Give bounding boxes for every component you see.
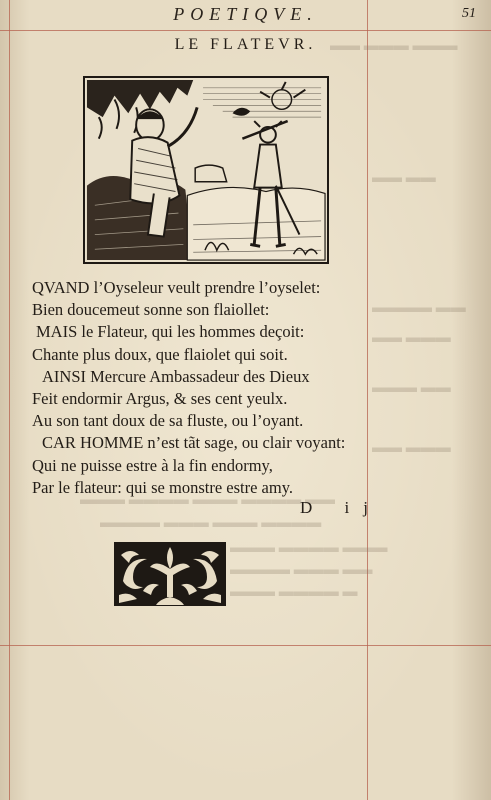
page-number: 51 [462,6,476,21]
poem-line-6: Feit endormir Argus, & ses cent yeulx. [32,389,288,409]
margin-rule-left [9,0,10,800]
poem-line-3: MAIS le Flateur, qui les hommes deçoit: [36,322,305,342]
poem-line-8: CAR HOMME n’est tãt sage, ou clair voyant: [42,433,346,453]
section-title: LE FLATEVR. [174,36,317,53]
fleuron-ornament-icon [113,541,227,607]
book-page: ▬▬ ▬▬▬ ▬▬▬ ▬▬ ▬▬ ▬▬▬▬ ▬▬ ▬▬ ▬▬▬ ▬▬▬ ▬▬ ▬▬ ▬▬▬ ▬▬▬ ▬▬▬▬ ▬▬▬ ▬▬▬▬ ▬▬ ▬▬▬▬ ▬▬▬ ▬▬▬ ▬▬▬▬ ▬▬▬ ▬▬▬▬ ▬▬▬ ▬▬▬▬ ▬▬▬ ▬▬ ▬▬▬ ▬▬▬▬ ▬ POETIQVE. 51 LE FLATEVR. QVAND l’Oyseleur veult prendre l’oyselet: Bien doucemeut sonne son flaiollet: MAIS le Flateur, qui les hommes deçoit: Chante plus doux, que flaiolet qui soit. AINSI Mercure Ambassadeur des Dieux Feit endormir Argus, & ses cent yeulx. Au son tant doux de sa fluste, ou l’oyant. CAR HOMME n’est tãt sage, ou clair voyant: Qui ne puisse estre à la fin endormy, Par le flateur: qui se monstre estre amy. D ij [0,0,491,800]
margin-rule-bottom [0,645,491,646]
poem-line-1: QVAND l’Oyseleur veult prendre l’oyselet: [32,278,321,297]
poem-line-2: Bien doucemeut sonne son flaiollet: [32,300,270,320]
poem-line-4: Chante plus doux, que flaiolet qui soit. [32,344,288,364]
poem-text [32,277,372,499]
margin-rule-top [0,30,491,31]
running-title: POETIQVE. [173,4,318,24]
poem-line-9: Qui ne puisse estre à la fin endormy, [32,455,273,475]
poem-line-7: Au son tant doux de sa fluste, ou l’oyant. [32,411,304,431]
signature-mark: D ij [300,498,382,517]
woodcut-illustration-icon [83,76,329,264]
poem-line-5: AINSI Mercure Ambassadeur des Dieux [42,366,310,386]
poem-line-10: Par le flateur: qui se monstre estre amy. [32,477,294,497]
